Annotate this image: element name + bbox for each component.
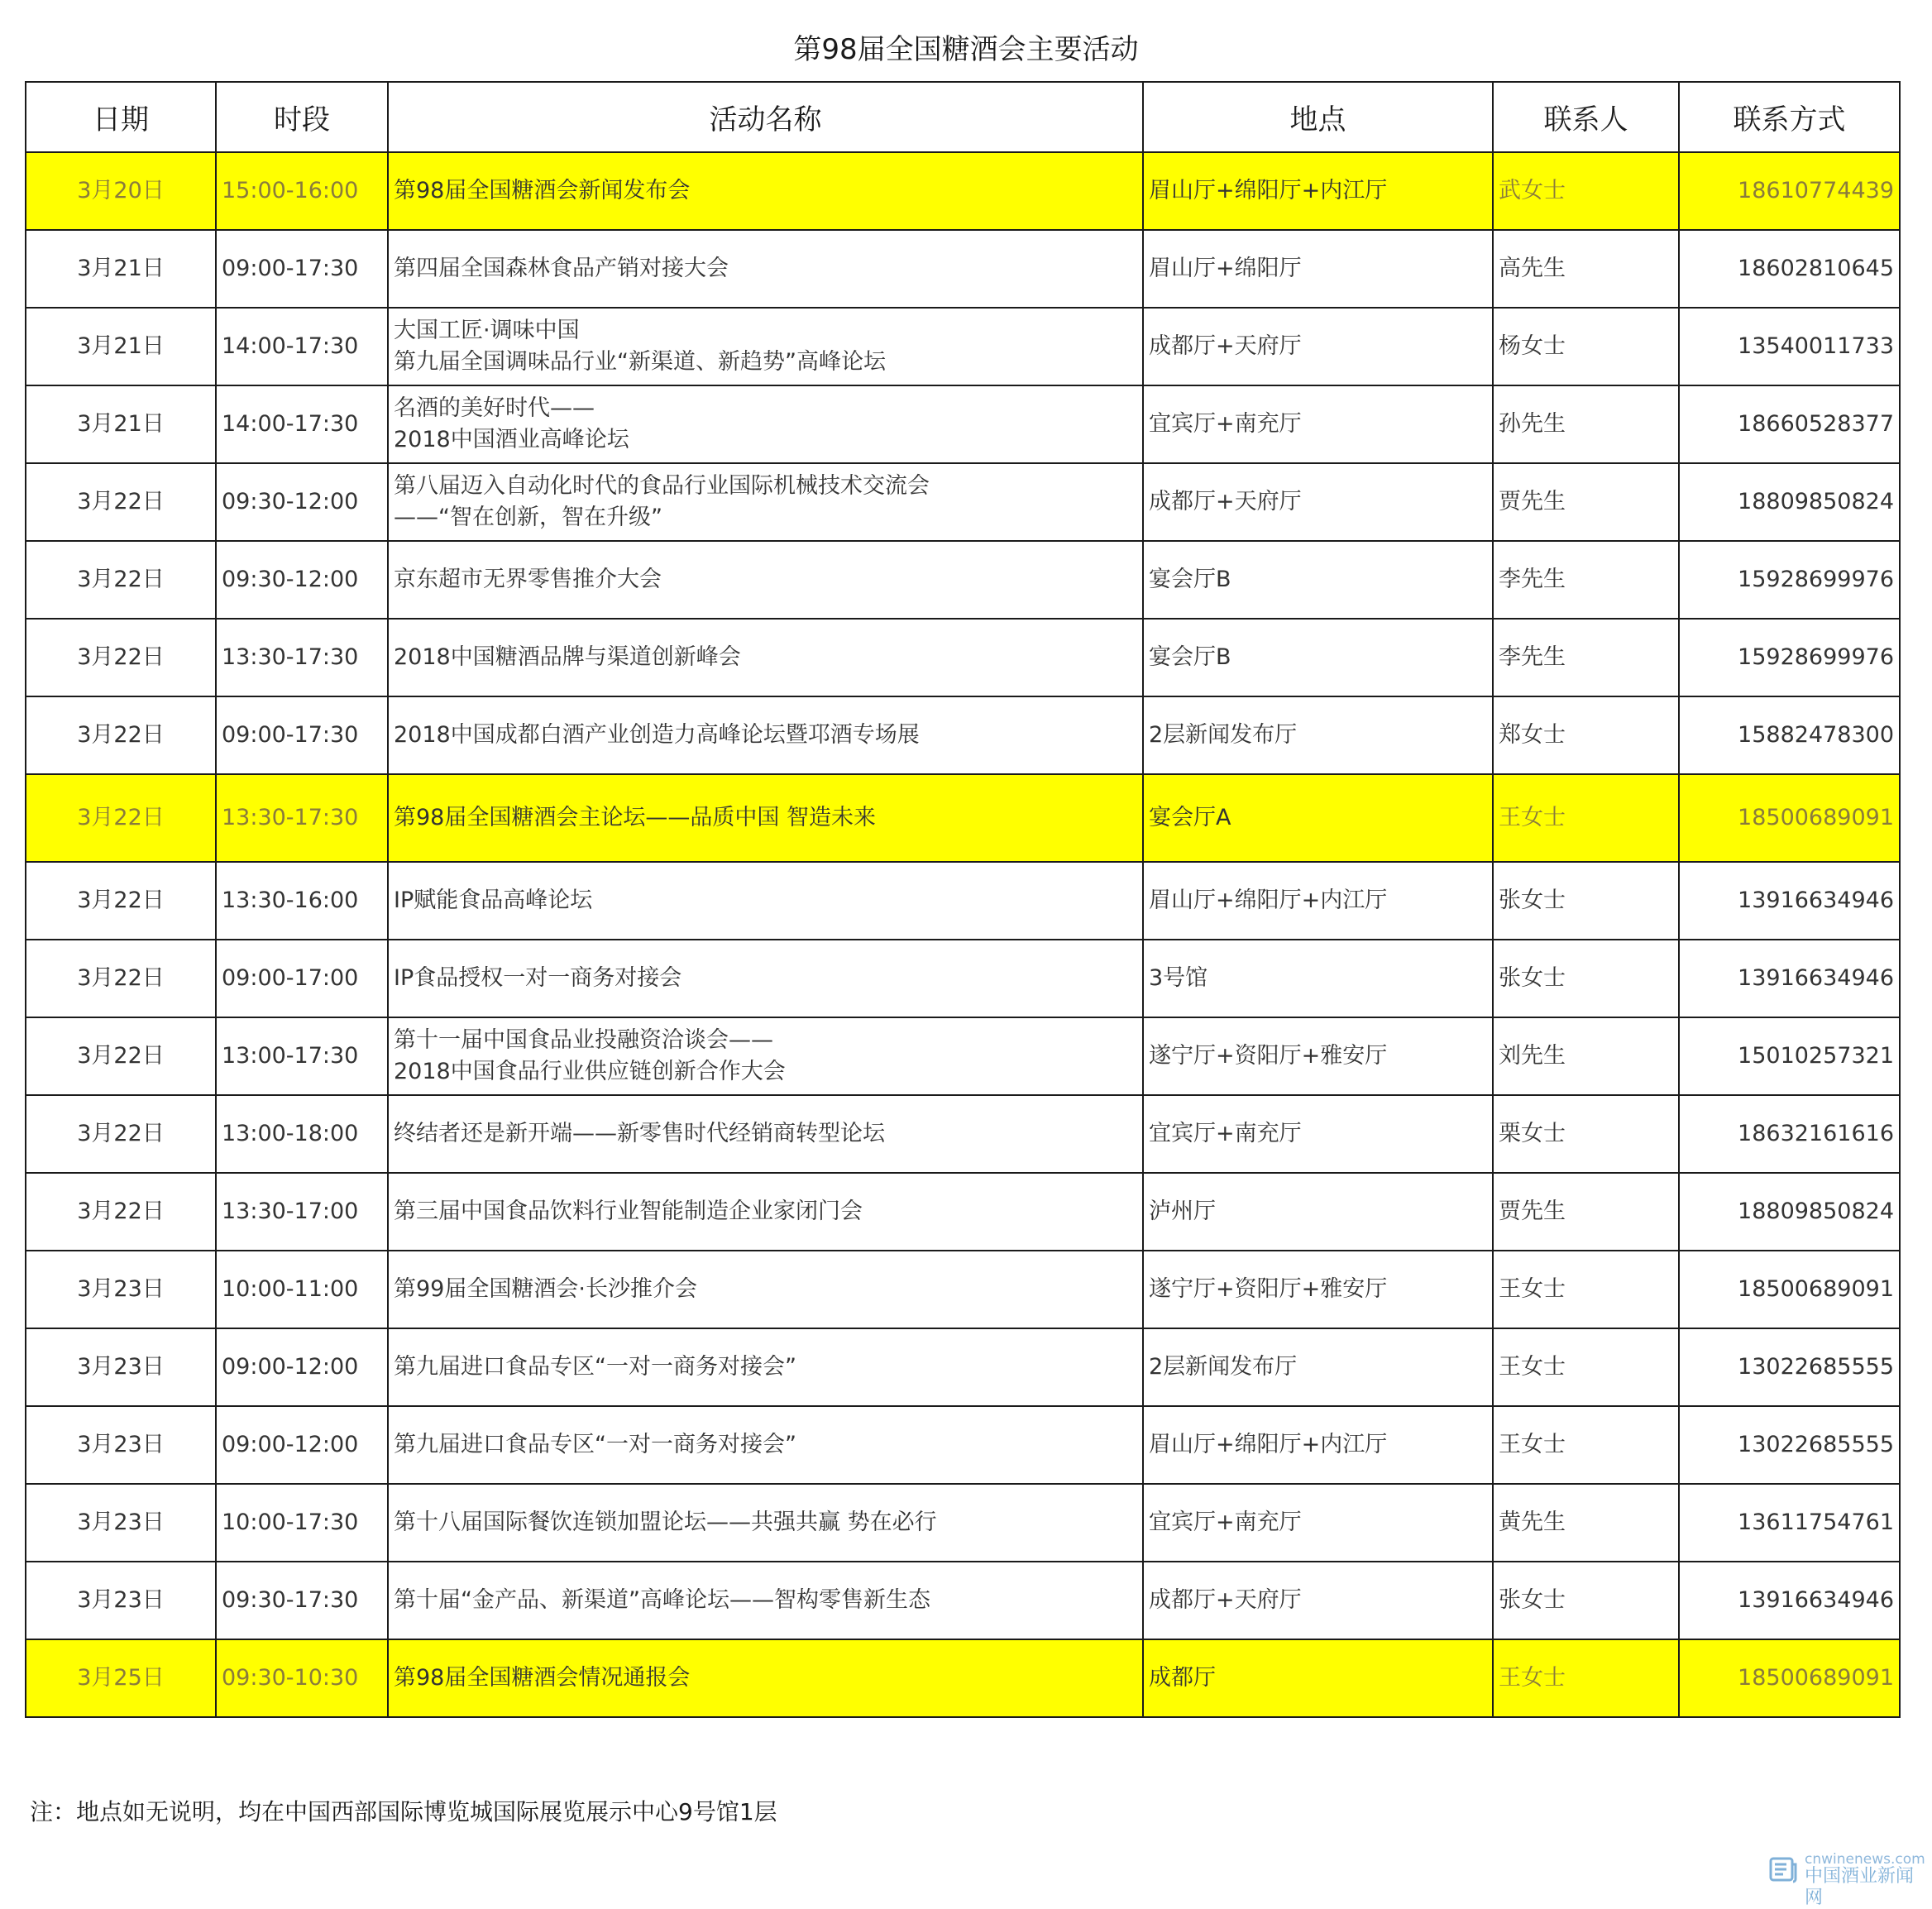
cell-date: 3月23日 [26, 1562, 216, 1639]
cell-time: 09:00-17:30 [216, 696, 388, 774]
header-date: 日期 [26, 82, 216, 152]
cell-phone: 13916634946 [1679, 940, 1900, 1017]
cell-time: 09:30-10:30 [216, 1639, 388, 1717]
activity-name-line: 名酒的美好时代—— [394, 395, 595, 421]
cell-contact: 张女士 [1493, 862, 1679, 940]
cell-activity-name [388, 1406, 1143, 1484]
cell-activity-name [388, 541, 1143, 619]
activity-name-line: ——“智在创新，智在升级” [394, 505, 662, 530]
cell-contact: 栗女士 [1493, 1095, 1679, 1173]
cell-time: 14:00-17:30 [216, 385, 388, 463]
cell-activity-name [388, 1173, 1143, 1251]
header-name: 活动名称 [388, 82, 1143, 152]
cell-contact: 王女士 [1493, 1251, 1679, 1328]
cell-date: 3月23日 [26, 1484, 216, 1562]
cell-time: 14:00-17:30 [216, 308, 388, 385]
cell-contact: 贾先生 [1493, 463, 1679, 541]
cell-date: 3月22日 [26, 862, 216, 940]
cell-phone: 13022685555 [1679, 1328, 1900, 1406]
watermark-name: 中国酒业新闻网 [1805, 1866, 1915, 1908]
cell-time: 10:00-11:00 [216, 1251, 388, 1328]
page-title: 第98届全国糖酒会主要活动 [793, 33, 1139, 66]
footnote: 注：地点如无说明，均在中国西部国际博览城国际展览展示中心9号馆1层 [30, 1798, 777, 1825]
cell-venue: 泸州厅 [1143, 1173, 1493, 1251]
cell-contact: 李先生 [1493, 541, 1679, 619]
table-row [26, 308, 1900, 385]
activity-name-line: 2018中国酒业高峰论坛 [394, 427, 629, 452]
cell-date: 3月23日 [26, 1251, 216, 1328]
cell-activity-name [388, 862, 1143, 940]
activity-name-line: 第十八届国际餐饮连锁加盟论坛——共强共赢 势在必行 [394, 1509, 937, 1535]
cell-contact: 刘先生 [1493, 1017, 1679, 1095]
cell-venue: 宴会厅B [1143, 619, 1493, 696]
activity-name-line: 第十届“金产品、新渠道”高峰论坛——智构零售新生态 [394, 1587, 930, 1613]
cell-activity-name [388, 1251, 1143, 1328]
cell-activity-name [388, 1562, 1143, 1639]
cell-venue: 3号馆 [1143, 940, 1493, 1017]
cell-activity-name [388, 696, 1143, 774]
table-row [26, 1173, 1900, 1251]
cell-time: 13:30-17:30 [216, 774, 388, 862]
table-row [26, 1251, 1900, 1328]
activity-name-line: 第99届全国糖酒会·长沙推介会 [394, 1276, 697, 1302]
cell-phone: 18602810645 [1679, 230, 1900, 308]
cell-venue: 宴会厅A [1143, 774, 1493, 862]
cell-phone: 13916634946 [1679, 1562, 1900, 1639]
table-row [26, 862, 1900, 940]
cell-activity-name [388, 1095, 1143, 1173]
cell-contact: 高先生 [1493, 230, 1679, 308]
cell-venue: 眉山厅+绵阳厅+内江厅 [1143, 152, 1493, 230]
cell-contact: 王女士 [1493, 1406, 1679, 1484]
cell-time: 09:00-17:00 [216, 940, 388, 1017]
cell-time: 09:00-17:30 [216, 230, 388, 308]
cell-contact: 杨女士 [1493, 308, 1679, 385]
cell-phone: 18500689091 [1679, 1251, 1900, 1328]
cell-date: 3月22日 [26, 940, 216, 1017]
cell-phone: 18500689091 [1679, 1639, 1900, 1717]
table-row [26, 619, 1900, 696]
header-time: 时段 [216, 82, 388, 152]
cell-venue: 遂宁厅+资阳厅+雅安厅 [1143, 1251, 1493, 1328]
cell-venue: 成都厅 [1143, 1639, 1493, 1717]
cell-date: 3月22日 [26, 696, 216, 774]
schedule-table [25, 81, 1901, 1718]
cell-phone: 15928699976 [1679, 541, 1900, 619]
table-row [26, 541, 1900, 619]
activity-name-line: 第九届进口食品专区“一对一商务对接会” [394, 1354, 796, 1380]
cell-phone: 18610774439 [1679, 152, 1900, 230]
cell-contact: 郑女士 [1493, 696, 1679, 774]
cell-date: 3月22日 [26, 541, 216, 619]
cell-venue: 眉山厅+绵阳厅+内江厅 [1143, 862, 1493, 940]
cell-contact: 贾先生 [1493, 1173, 1679, 1251]
cell-contact: 李先生 [1493, 619, 1679, 696]
cell-time: 10:00-17:30 [216, 1484, 388, 1562]
header-phone: 联系方式 [1679, 82, 1900, 152]
cell-time: 13:00-18:00 [216, 1095, 388, 1173]
cell-time: 09:30-12:00 [216, 541, 388, 619]
activity-name-line: 第九届全国调味品行业“新渠道、新趋势”高峰论坛 [394, 349, 886, 375]
cell-venue: 宴会厅B [1143, 541, 1493, 619]
watermark-url: cnwinenews.com [1805, 1851, 1925, 1868]
cell-activity-name [388, 152, 1143, 230]
cell-contact: 孙先生 [1493, 385, 1679, 463]
cell-venue: 眉山厅+绵阳厅 [1143, 230, 1493, 308]
activity-name-line: 大国工匠·调味中国 [394, 318, 580, 343]
cell-date: 3月21日 [26, 230, 216, 308]
activity-name-line: IP赋能食品高峰论坛 [394, 888, 593, 913]
cell-time: 13:00-17:30 [216, 1017, 388, 1095]
cell-date: 3月22日 [26, 1173, 216, 1251]
cell-activity-name [388, 774, 1143, 862]
cell-contact: 张女士 [1493, 940, 1679, 1017]
table-row [26, 940, 1900, 1017]
cell-venue: 眉山厅+绵阳厅+内江厅 [1143, 1406, 1493, 1484]
cell-contact: 武女士 [1493, 152, 1679, 230]
cell-date: 3月22日 [26, 774, 216, 862]
cell-phone: 13611754761 [1679, 1484, 1900, 1562]
cell-venue: 宜宾厅+南充厅 [1143, 385, 1493, 463]
cell-venue: 2层新闻发布厅 [1143, 1328, 1493, 1406]
table-row [26, 1328, 1900, 1406]
cell-venue: 成都厅+天府厅 [1143, 1562, 1493, 1639]
activity-name-line: 第四届全国森林食品产销对接大会 [394, 256, 729, 281]
activity-name-line: 第八届迈入自动化时代的食品行业国际机械技术交流会 [394, 473, 930, 499]
activity-name-line: 第十一届中国食品业投融资洽谈会—— [394, 1027, 773, 1053]
table-row [26, 152, 1900, 230]
cell-activity-name [388, 230, 1143, 308]
cell-phone: 18660528377 [1679, 385, 1900, 463]
cell-activity-name [388, 1484, 1143, 1562]
cell-activity-name [388, 463, 1143, 541]
table-row [26, 230, 1900, 308]
table-row [26, 1484, 1900, 1562]
cell-date: 3月22日 [26, 1095, 216, 1173]
cell-time: 13:30-16:00 [216, 862, 388, 940]
cell-activity-name [388, 1017, 1143, 1095]
cell-date: 3月20日 [26, 152, 216, 230]
activity-name-line: IP食品授权一对一商务对接会 [394, 965, 682, 991]
table-row [26, 1639, 1900, 1717]
cell-contact: 王女士 [1493, 774, 1679, 862]
cell-time: 09:00-12:00 [216, 1328, 388, 1406]
activity-name-line: 第三届中国食品饮料行业智能制造企业家闭门会 [394, 1199, 863, 1224]
activity-name-line: 终结者还是新开端——新零售时代经销商转型论坛 [394, 1121, 885, 1146]
cell-activity-name [388, 619, 1143, 696]
table-row [26, 385, 1900, 463]
activity-name-line: 2018中国成都白酒产业创造力高峰论坛暨邛酒专场展 [394, 722, 920, 748]
cell-activity-name [388, 385, 1143, 463]
watermark-logo [1768, 1851, 1925, 1908]
table-row [26, 1095, 1900, 1173]
cell-phone: 18632161616 [1679, 1095, 1900, 1173]
table-row [26, 1017, 1900, 1095]
activity-name-line: 第98届全国糖酒会情况通报会 [394, 1665, 691, 1691]
cell-contact: 王女士 [1493, 1328, 1679, 1406]
cell-time: 09:30-12:00 [216, 463, 388, 541]
cell-date: 3月25日 [26, 1639, 216, 1717]
cell-activity-name [388, 308, 1143, 385]
cell-date: 3月23日 [26, 1406, 216, 1484]
activity-name-line: 2018中国糖酒品牌与渠道创新峰会 [394, 644, 741, 670]
cell-time: 13:30-17:30 [216, 619, 388, 696]
cell-phone: 13022685555 [1679, 1406, 1900, 1484]
cell-phone: 18809850824 [1679, 463, 1900, 541]
cell-date: 3月22日 [26, 1017, 216, 1095]
cell-time: 15:00-16:00 [216, 152, 388, 230]
table-row [26, 1406, 1900, 1484]
cell-phone: 15882478300 [1679, 696, 1900, 774]
activity-name-line: 第98届全国糖酒会新闻发布会 [394, 178, 691, 203]
cell-activity-name [388, 940, 1143, 1017]
cell-venue: 成都厅+天府厅 [1143, 308, 1493, 385]
activity-name-line: 第九届进口食品专区“一对一商务对接会” [394, 1432, 796, 1457]
newspaper-logo-icon [1768, 1854, 1798, 1884]
activity-name-line: 第98届全国糖酒会主论坛——品质中国 智造未来 [394, 805, 876, 830]
cell-venue: 宜宾厅+南充厅 [1143, 1484, 1493, 1562]
table-row [26, 774, 1900, 862]
cell-contact: 王女士 [1493, 1639, 1679, 1717]
cell-activity-name [388, 1639, 1143, 1717]
cell-time: 09:30-17:30 [216, 1562, 388, 1639]
cell-contact: 黄先生 [1493, 1484, 1679, 1562]
cell-phone: 18809850824 [1679, 1173, 1900, 1251]
activity-name-line: 京东超市无界零售推介大会 [394, 567, 662, 592]
cell-date: 3月22日 [26, 619, 216, 696]
cell-phone: 15928699976 [1679, 619, 1900, 696]
header-contact: 联系人 [1493, 82, 1679, 152]
cell-activity-name [388, 1328, 1143, 1406]
cell-venue: 2层新闻发布厅 [1143, 696, 1493, 774]
cell-phone: 18500689091 [1679, 774, 1900, 862]
cell-phone: 15010257321 [1679, 1017, 1900, 1095]
cell-venue: 宜宾厅+南充厅 [1143, 1095, 1493, 1173]
cell-venue: 成都厅+天府厅 [1143, 463, 1493, 541]
cell-date: 3月21日 [26, 385, 216, 463]
cell-time: 13:30-17:00 [216, 1173, 388, 1251]
cell-date: 3月22日 [26, 463, 216, 541]
table-row [26, 463, 1900, 541]
activity-name-line: 2018中国食品行业供应链创新合作大会 [394, 1059, 786, 1084]
table-row [26, 696, 1900, 774]
cell-phone: 13540011733 [1679, 308, 1900, 385]
table-header-row [26, 82, 1900, 152]
cell-date: 3月21日 [26, 308, 216, 385]
cell-venue: 遂宁厅+资阳厅+雅安厅 [1143, 1017, 1493, 1095]
cell-phone: 13916634946 [1679, 862, 1900, 940]
cell-date: 3月23日 [26, 1328, 216, 1406]
cell-contact: 张女士 [1493, 1562, 1679, 1639]
table-row [26, 1562, 1900, 1639]
cell-time: 09:00-12:00 [216, 1406, 388, 1484]
header-venue: 地点 [1143, 82, 1493, 152]
table-body [26, 152, 1900, 1717]
